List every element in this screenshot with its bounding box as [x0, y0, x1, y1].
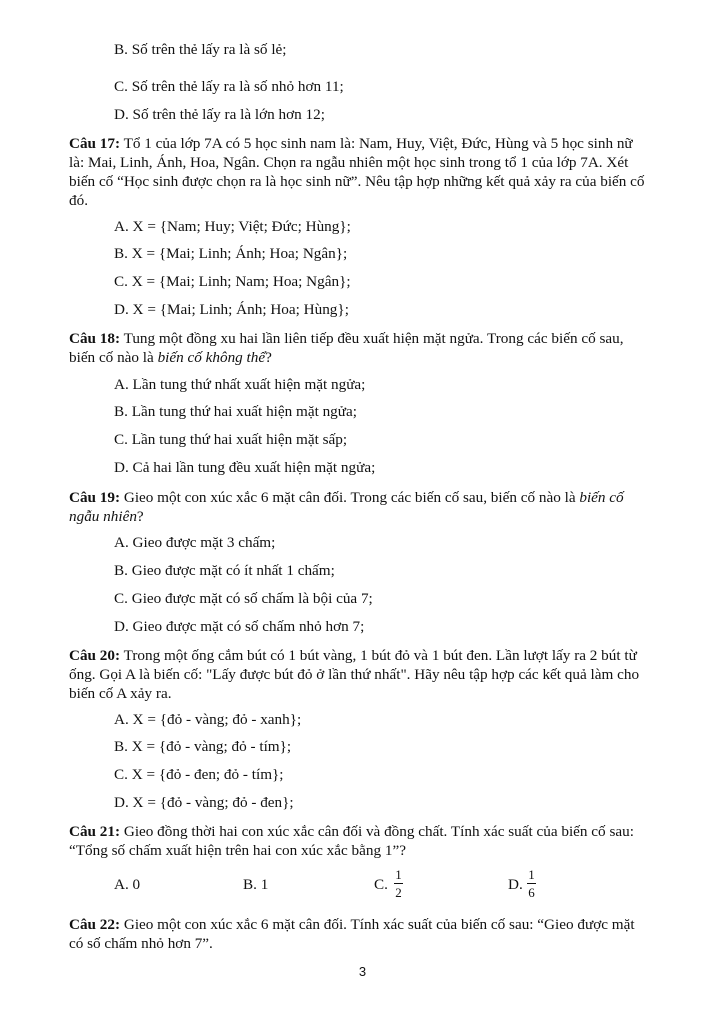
q21-label: Câu 21:	[69, 823, 121, 840]
q17-line-2: là: Mai, Linh, Ánh, Hoa, Ngân. Chọn ra ngẫu nhiên một học sinh trong tổ 1 của lớp 7A. Xét	[69, 154, 629, 171]
q21-text-1: Gieo đồng thời hai con xúc xắc cân đối và đồng chất. Tính xác suất của biến cố sau:	[120, 823, 634, 840]
q18-text-2a: biến cố nào là	[69, 349, 158, 366]
q18-option-a: A. Lần tung thứ nhất xuất hiện mặt ngửa;	[114, 376, 366, 393]
q18-text-1: Tung một đồng xu hai lần liên tiếp đều xuất hiện mặt ngửa. Trong các biến cố sau,	[120, 330, 624, 347]
q18-option-c: C. Lần tung thứ hai xuất hiện mặt sấp;	[114, 431, 348, 448]
q21-option-d-fraction	[527, 867, 536, 900]
q17-option-d: D. X = {Mai; Linh; Ánh; Hoa; Hùng};	[114, 301, 349, 318]
q18-text-2c: ?	[265, 349, 272, 366]
q21-option-a: A. 0	[114, 876, 141, 893]
fraction-bar	[527, 883, 536, 884]
q21-option-c-label: C.	[374, 876, 388, 893]
q17-text-1: Tổ 1 của lớp 7A có 5 học sinh nam là: Nam, Huy, Việt, Đức, Hùng và 5 học sinh nữ	[120, 135, 633, 152]
q18-label: Câu 18:	[69, 330, 121, 347]
q17-option-b: B. X = {Mai; Linh; Ánh; Hoa; Ngân};	[114, 245, 348, 262]
q20-option-a: A. X = {đỏ - vàng; đỏ - xanh};	[114, 711, 302, 728]
q19-option-c: C. Gieo được mặt có số chấm là bội của 7;	[114, 590, 373, 607]
q20-option-b: B. X = {đỏ - vàng; đỏ - tím};	[114, 738, 292, 755]
q20-option-c: C. X = {đỏ - đen; đỏ - tím};	[114, 766, 284, 783]
fraction-denominator: 2	[395, 885, 402, 900]
q17-line-3: biến cố “Học sinh được chọn ra là học sinh nữ”. Nêu tập hợp những kết quả xảy ra của biến cố	[69, 173, 645, 190]
q21-option-c-fraction	[394, 867, 403, 900]
fraction-numerator: 1	[395, 867, 402, 882]
q20-line-3: biến cố A xảy ra.	[69, 685, 172, 702]
q19-line-2	[69, 507, 144, 527]
q21-line-1	[69, 822, 634, 842]
q20-line-2: ống. Gọi A là biến cố: "Lấy được bút đỏ ở lần thứ nhất". Hãy nêu tập hợp các kết quả làm cho	[69, 666, 640, 683]
q17-option-c: C. X = {Mai; Linh; Nam; Hoa; Ngân};	[114, 273, 351, 290]
q17-option-a: A. X = {Nam; Huy; Việt; Đức; Hùng};	[114, 218, 351, 235]
q19-label: Câu 19:	[69, 489, 121, 506]
q22-line-2: có số chấm nhỏ hơn 7”.	[69, 935, 213, 952]
q22-text-1: Gieo một con xúc xắc 6 mặt cân đối. Tính xác suất của biến cố sau: “Gieo được mặt	[120, 916, 635, 933]
q18-emphasis: biến cố không thể	[157, 349, 266, 366]
q22-label: Câu 22:	[69, 916, 121, 933]
page-number: 3	[358, 964, 367, 979]
q17-line-1	[69, 134, 633, 154]
q21-option-b: B. 1	[243, 876, 269, 893]
q18-line-2	[69, 348, 272, 368]
q18-option-d: D. Cả hai lần tung đều xuất hiện mặt ngửa;	[114, 459, 376, 476]
q19-option-d: D. Gieo được mặt có số chấm nhỏ hơn 7;	[114, 618, 365, 635]
q17-label: Câu 17:	[69, 135, 121, 152]
q16-option-c: C. Số trên thẻ lấy ra là số nhỏ hơn 11;	[114, 78, 344, 95]
q22-line-1	[69, 915, 635, 935]
q18-line-1	[69, 329, 624, 349]
q16-option-d: D. Số trên thẻ lấy ra là lớn hơn 12;	[114, 106, 325, 123]
q18-option-b: B. Lần tung thứ hai xuất hiện mặt ngửa;	[114, 403, 357, 420]
q21-line-2: “Tổng số chấm xuất hiện trên hai con xúc xắc bằng 1”?	[69, 842, 406, 859]
q20-label: Câu 20:	[69, 647, 121, 664]
q20-line-1	[69, 646, 637, 666]
q19-emphasis-1: biến cố	[579, 489, 624, 506]
q19-emphasis-2: ngẫu nhiên	[69, 508, 137, 525]
q17-line-4: đó.	[69, 192, 88, 209]
fraction-bar	[394, 883, 403, 884]
q16-option-b: B. Số trên thẻ lấy ra là số lẻ;	[114, 41, 287, 58]
fraction-numerator: 1	[528, 867, 535, 882]
q19-option-a: A. Gieo được mặt 3 chấm;	[114, 534, 276, 551]
q21-option-d-label: D.	[508, 876, 523, 893]
q19-text-2: ?	[136, 508, 144, 525]
q20-text-1: Trong một ống cắm bút có 1 bút vàng, 1 bút đỏ và 1 bút đen. Lần lượt lấy ra 2 bút từ	[120, 647, 637, 664]
q19-option-b: B. Gieo được mặt có ít nhất 1 chấm;	[114, 562, 335, 579]
q19-line-1	[69, 488, 624, 508]
q20-option-d: D. X = {đỏ - vàng; đỏ - đen};	[114, 794, 294, 811]
fraction-denominator: 6	[528, 885, 535, 900]
q19-text-1: Gieo một con xúc xắc 6 mặt cân đối. Trong các biến cố sau, biến cố nào là	[120, 489, 580, 506]
